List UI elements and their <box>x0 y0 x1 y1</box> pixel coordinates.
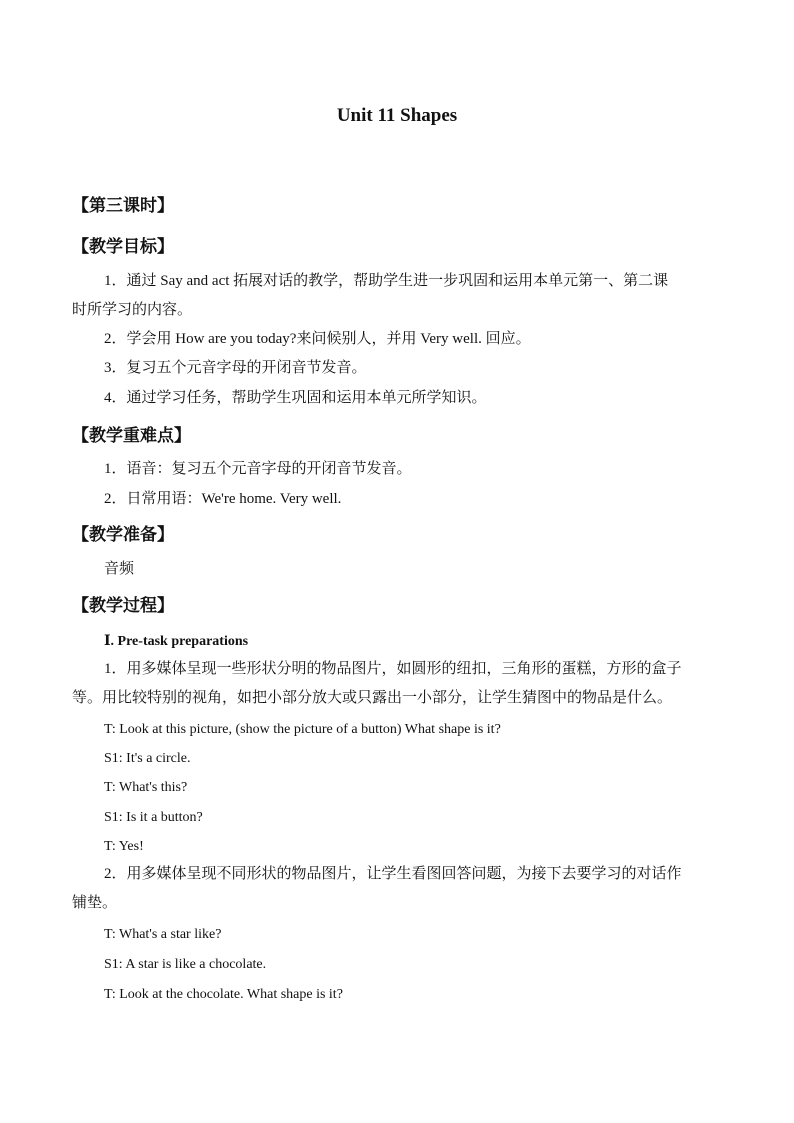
key-point-2-text: 2．日常用语：We're home. Very well. <box>104 491 342 507</box>
goal-item-3 <box>72 354 720 383</box>
section-heading-key-points: 【教学重难点】 <box>72 426 191 445</box>
goal-2-text: 2．学会用 How are you today?来问候别人，并用 Very well. 回应。 <box>104 331 531 347</box>
process-step-1 <box>72 655 720 713</box>
dialogue-2-line-1: T: What's a star like? <box>104 927 222 942</box>
dialogue-1-line-1: T: Look at this picture, (show the picture of a button) What shape is it? <box>104 722 501 737</box>
document-title: Unit 11 Shapes <box>336 105 458 126</box>
goal-4-text: 4．通过学习任务，帮助学生巩固和运用本单元所学知识。 <box>104 390 487 406</box>
goal-item-2 <box>72 325 720 354</box>
goal-1-line-1: 1．通过 Say and act 拓展对话的教学，帮助学生进一步巩固和运用本单元第一、第二课 <box>104 273 669 289</box>
dialogue-1-line-4: S1: Is it a button? <box>104 810 203 825</box>
key-point-1 <box>72 455 720 484</box>
process-step-2 <box>72 860 720 918</box>
step-2-line-1: 2．用多媒体呈现不同形状的物品图片，让学生看图回答问题，为接下去要学习的对话作 <box>104 866 682 882</box>
step-1-line-1: 1．用多媒体呈现一些形状分明的物品图片，如圆形的纽扣，三角形的蛋糕，方形的盒子 <box>104 661 682 677</box>
goal-item-4 <box>72 384 720 413</box>
preparation-item <box>72 555 720 584</box>
part-title: Ⅰ. Pre-task preparations <box>104 634 249 649</box>
step-1-line-2: 等。用比较特别的视角，如把小部分放大或只露出一小部分，让学生猜图中的物品是什么。 <box>72 690 673 706</box>
key-point-1-text: 1．语音：复习五个元音字母的开闭音节发音。 <box>104 461 412 477</box>
lesson-label: 【第三课时】 <box>72 196 174 215</box>
goal-item-1 <box>72 267 720 325</box>
key-point-2 <box>72 485 720 514</box>
dialogue-1-line-2: S1: It's a circle. <box>104 751 191 766</box>
section-heading-preparation: 【教学准备】 <box>72 525 174 544</box>
step-2-line-2: 铺垫。 <box>72 895 118 911</box>
goal-3-text: 3．复习五个元音字母的开闭音节发音。 <box>104 360 367 376</box>
dialogue-1-line-5: T: Yes! <box>104 839 144 854</box>
section-heading-goals: 【教学目标】 <box>72 237 174 256</box>
section-heading-process: 【教学过程】 <box>72 596 174 615</box>
goal-1-line-2: 时所学习的内容。 <box>72 302 193 318</box>
dialogue-1-line-3: T: What's this? <box>104 780 188 795</box>
preparation-text: 音频 <box>104 561 135 577</box>
dialogue-2-line-2: S1: A star is like a chocolate. <box>104 957 267 972</box>
dialogue-2-line-3: T: Look at the chocolate. What shape is it? <box>104 987 343 1002</box>
